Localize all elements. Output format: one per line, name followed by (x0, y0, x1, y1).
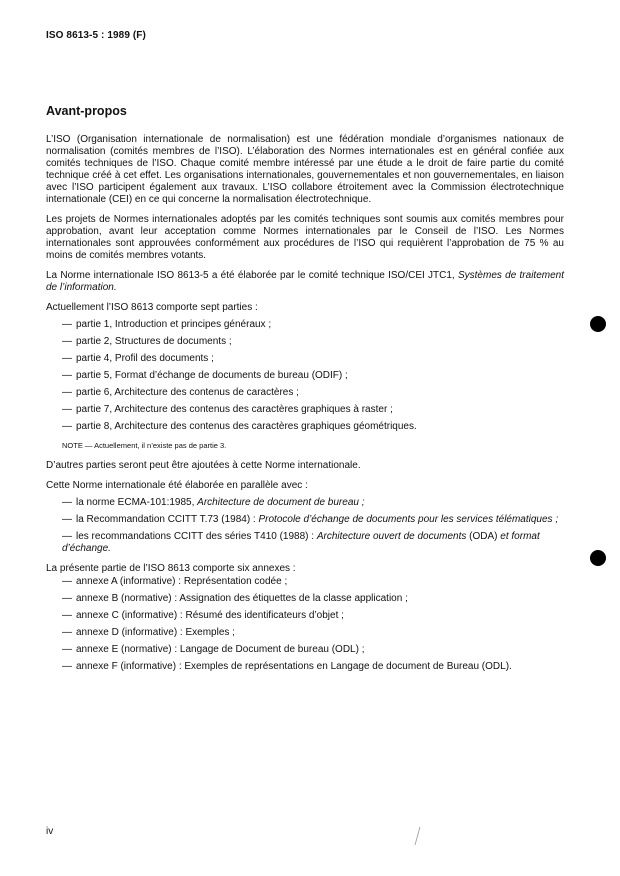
list-item-text: annexe B (normative) : Assignation des étiquettes de la classe application ; (76, 593, 408, 604)
page-number: iv (46, 826, 54, 837)
dash-mark: — (62, 497, 72, 508)
list-item-italic: Protocole d’échange de documents pour les services télématiques ; (258, 514, 559, 525)
section-title: Avant-propos (46, 104, 127, 118)
list-item (62, 644, 564, 656)
list-item (62, 627, 564, 639)
list-item-text: partie 5, Format d’échange de documents de bureau (ODIF) ; (76, 370, 348, 381)
paragraph-parts-intro: Actuellement l’ISO 8613 comporte sept parties : (46, 302, 258, 313)
list-item (62, 531, 564, 555)
dash-mark: — (62, 531, 72, 542)
list-item (62, 610, 564, 622)
list-item-text: (ODA) (466, 531, 501, 542)
list-item-text: les recommandations CCITT des séries T410 (1988) : (76, 531, 317, 542)
dash-mark: — (62, 593, 72, 604)
dash-mark: — (62, 353, 72, 364)
list-item (62, 387, 564, 399)
list-item-text: partie 8, Architecture des contenus des caractères graphiques géométriques. (76, 421, 417, 432)
list-item-text: partie 1, Introduction et principes généraux ; (76, 319, 272, 330)
list-item-text: annexe A (informative) : Représentation codée ; (76, 576, 288, 587)
dash-mark: — (62, 661, 72, 672)
dash-mark: — (62, 370, 72, 381)
list-item-text: la norme ECMA-101:1985, (76, 497, 198, 508)
dash-mark: — (62, 644, 72, 655)
paragraph-annexes-intro: La présente partie de l’ISO 8613 comporte six annexes : (46, 563, 296, 574)
margin-change-bullet-icon (590, 316, 606, 332)
foreword-content (46, 104, 564, 681)
list-item (62, 319, 564, 331)
paragraph-approval-process: Les projets de Normes internationales adoptés par les comités techniques sont soumis aux comités membres pour approbation, avant leur acceptation comme Normes internationales par le Conseil de l’ISO. Les Normes internationales sont approuvées conformément aux procédures de l’ISO qui requièrent l’approbation de 75 % au moins de comités membres votants. (46, 214, 564, 261)
list-item (62, 497, 564, 509)
list-item-text: annexe F (informative) : Exemples de représentations en Langage de document de Bureau (ODL). (76, 661, 512, 672)
dash-mark: — (62, 576, 72, 587)
paragraph-parallel-intro: Cette Norme internationale été élaborée en parallèle avec : (46, 480, 308, 491)
list-item (62, 421, 564, 433)
dash-mark: — (62, 404, 72, 415)
paragraph-future-parts: D’autres parties seront peut être ajoutées à cette Norme internationale. (46, 460, 361, 471)
dash-mark: — (62, 514, 72, 525)
annexes-list (46, 576, 564, 673)
list-item-text: annexe E (normative) : Langage de Document de bureau (ODL) ; (76, 644, 365, 655)
paragraph-committee-text: La Norme internationale ISO 8613-5 a été élaborée par le comité technique ISO/CEI JTC1, (46, 270, 458, 281)
paragraph-iso-description: L’ISO (Organisation internationale de normalisation) est une fédération mondiale d’organismes nationaux de normalisation (comités membres de l’ISO). L’élaboration des Normes internationales est en général confiée aux comités techniques de l’ISO. Chaque comité membre intéressé par une étude a le droit de faire partie du comité technique créé à cet effet. Les organisations internationales, gouvernementales et non gouvernementales, en liaison avec l’ISO participent également aux travaux. L’ISO collabore étroitement avec la Commission électrotechnique internationale (CEI) en ce qui concerne la normalisation électrotechnique. (46, 134, 564, 205)
list-item-text: partie 6, Architecture des contenus de caractères ; (76, 387, 299, 398)
list-item (62, 661, 564, 673)
dash-mark: — (62, 610, 72, 621)
list-item-text: annexe C (informative) : Résumé des identificateurs d’objet ; (76, 610, 344, 621)
list-item-text: partie 7, Architecture des contenus des caractères graphiques à raster ; (76, 404, 393, 415)
list-item-italic: Architecture de document de bureau ; (197, 497, 365, 508)
list-item (62, 514, 564, 526)
parallel-standards-list (46, 497, 564, 555)
list-item (62, 576, 564, 588)
list-item-text: la Recommandation CCITT T.73 (1984) : (76, 514, 259, 525)
list-item (62, 404, 564, 416)
list-item (62, 593, 564, 605)
scan-artifact-mark-icon (412, 826, 424, 846)
dash-mark: — (62, 319, 72, 330)
list-item (62, 370, 564, 382)
list-item (62, 353, 564, 365)
margin-change-bullet-icon (590, 550, 606, 566)
dash-mark: — (62, 336, 72, 347)
dash-mark: — (62, 627, 72, 638)
list-item (62, 336, 564, 348)
list-item-text: annexe D (informative) : Exemples ; (76, 627, 235, 638)
dash-mark: — (62, 387, 72, 398)
standard-reference-header: ISO 8613-5 : 1989 (F) (46, 30, 146, 41)
list-item-italic: Architecture ouvert de documents (316, 531, 467, 542)
committee-name: Systèmes de traitement de l’information. (46, 270, 564, 293)
list-item-text: partie 4, Profil des documents ; (76, 353, 214, 364)
note-missing-part: NOTE — Actuellement, il n’existe pas de partie 3. (62, 441, 227, 450)
paragraph-committee (46, 270, 564, 294)
dash-mark: — (62, 421, 72, 432)
list-item-text: partie 2, Structures de documents ; (76, 336, 232, 347)
parts-list (46, 319, 564, 433)
list-item-italic: et format d’échange. (62, 531, 540, 554)
